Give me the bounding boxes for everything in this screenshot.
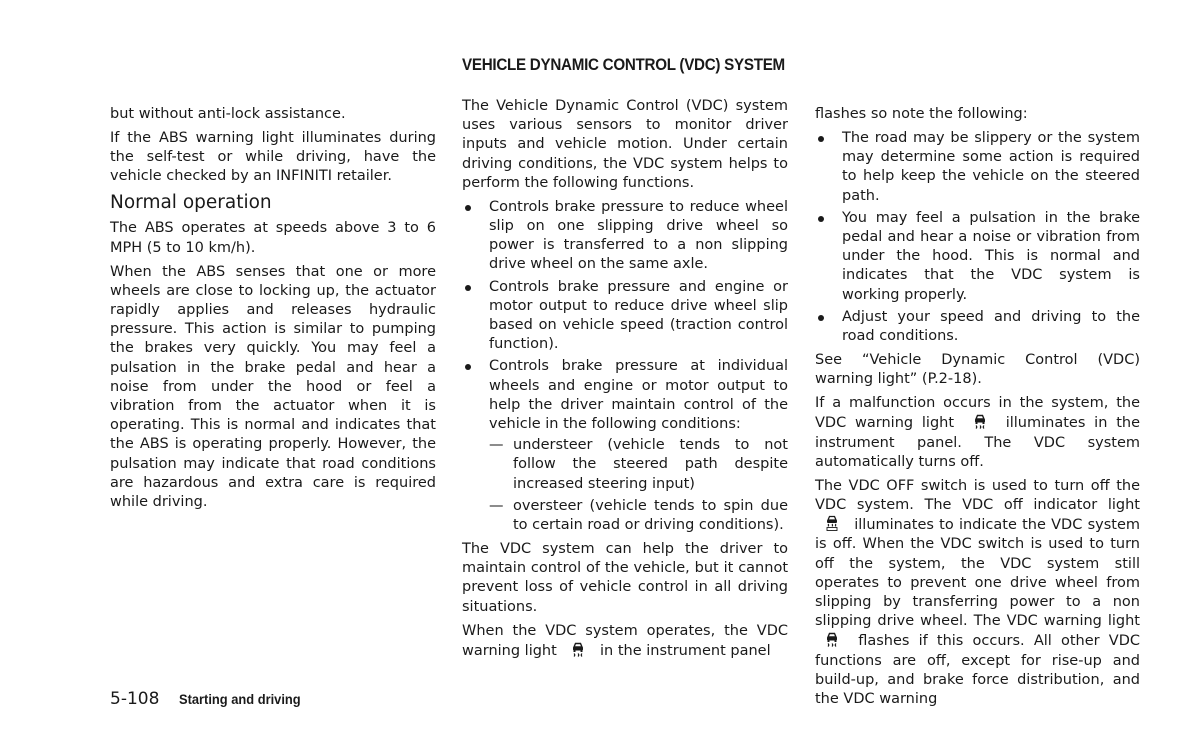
text-run: illuminates to indicate the VDC system is off. When the VDC switch is used to turn off the system, the VDC system still operates to prevent one drive wheel from slipping by transferring power to a non slipping drive wheel. The VDC warning light [815, 517, 1141, 630]
page-title: VEHICLE DYNAMIC CONTROL (VDC) SYSTEM [462, 56, 785, 74]
text-run: in the instrument panel [600, 642, 771, 659]
skidding-car-icon [825, 631, 839, 647]
text-run: flashes if this occurs. All other VDC functions are off, except for rise-up and build-up, and brake force distribution, and the VDC warning [815, 633, 1141, 708]
page-footer [110, 689, 311, 709]
dash-item [489, 497, 788, 535]
dash-list [489, 436, 788, 535]
section-name: Starting and driving [178, 691, 301, 707]
dash-item-text: oversteer (vehicle tends to spin due to certain road or driving conditions). [513, 497, 788, 534]
text-run: If a malfunction occurs in the system, the VDC warning light [815, 395, 1140, 432]
bullet-list [462, 198, 788, 535]
paragraph [815, 477, 1140, 709]
dash-item-text: understeer (vehicle tends to not follow the steered path despite increased steering input) [513, 437, 788, 492]
list-item: Adjust your speed and driving to the road conditions. [815, 308, 1140, 346]
dash-item [489, 436, 788, 494]
list-item: The road may be slippery or the system may determine some action is required to help keep the vehicle on the steered path. [815, 129, 1140, 206]
paragraph: flashes so note the following: [815, 106, 1028, 122]
list-item: Controls brake pressure to reduce wheel slip on one slipping drive wheel so power is transferred to a non slipping drive wheel on the same axle. [462, 198, 788, 275]
column-1 [110, 105, 436, 517]
text-run: The VDC OFF switch is used to turn off the VDC system. The VDC off indicator light [815, 477, 1140, 514]
paragraph: See “Vehicle Dynamic Control (VDC) warning light” (P.2-18). [815, 352, 1140, 388]
paragraph: The ABS operates at speeds above 3 to 6 MPH (5 to 10 km/h). [110, 220, 436, 256]
paragraph: The VDC system can help the driver to maintain control of the vehicle, but it cannot prevent loss of vehicle control in all driving situations. [462, 541, 788, 615]
list-item: You may feel a pulsation in the brake pedal and hear a noise or vibration from under the hood. This is normal and indicates that the VDC system is working properly. [815, 209, 1140, 305]
paragraph [815, 394, 1140, 472]
skidding-car-off-icon [825, 515, 839, 531]
paragraph: but without anti-lock assistance. [110, 106, 346, 122]
section-heading: Normal operation [110, 192, 272, 214]
bullet-list [815, 129, 1140, 346]
list-item: Controls brake pressure and engine or motor output to reduce drive wheel slip based on vehicle speed (traction control function). [462, 278, 788, 355]
skidding-car-icon [571, 641, 585, 657]
dash-symbol: — [489, 437, 504, 454]
paragraph: The Vehicle Dynamic Control (VDC) system uses various sensors to monitor driver inputs and vehicle motion. Under certain driving conditions, the VDC system helps to perform the following functions. [462, 98, 788, 191]
page-number: 5-108 [110, 689, 160, 709]
text-run: When the VDC system operates, the VDC warning light [462, 622, 788, 659]
paragraph [462, 622, 788, 661]
dash-symbol: — [489, 497, 504, 514]
column-2 [462, 97, 788, 666]
column-3 [815, 105, 1140, 714]
list-item [462, 357, 788, 535]
paragraph: If the ABS warning light illuminates during the self-test or while driving, have the vehicle checked by an INFINITI retailer. [110, 130, 436, 185]
text-run: illuminates in the instrument panel. The VDC system automatically turns off. [815, 415, 1141, 470]
list-item-text: Controls brake pressure at individual wheels and engine or motor output to help the driver maintain control of the vehicle in the following conditions: [489, 358, 788, 433]
skidding-car-icon [973, 413, 987, 429]
paragraph: When the ABS senses that one or more wheels are close to locking up, the actuator rapidly applies and releases hydraulic pressure. This action is similar to pumping the brakes very quickly. You may feel a pulsation in the brake pedal and hear a noise from under the hood or feel a vibration from the actuator when it is operating. This is normal and indicates that the ABS is operating properly. However, the pulsation may indicate that road conditions are hazardous and extra care is required while driving. [110, 263, 436, 511]
